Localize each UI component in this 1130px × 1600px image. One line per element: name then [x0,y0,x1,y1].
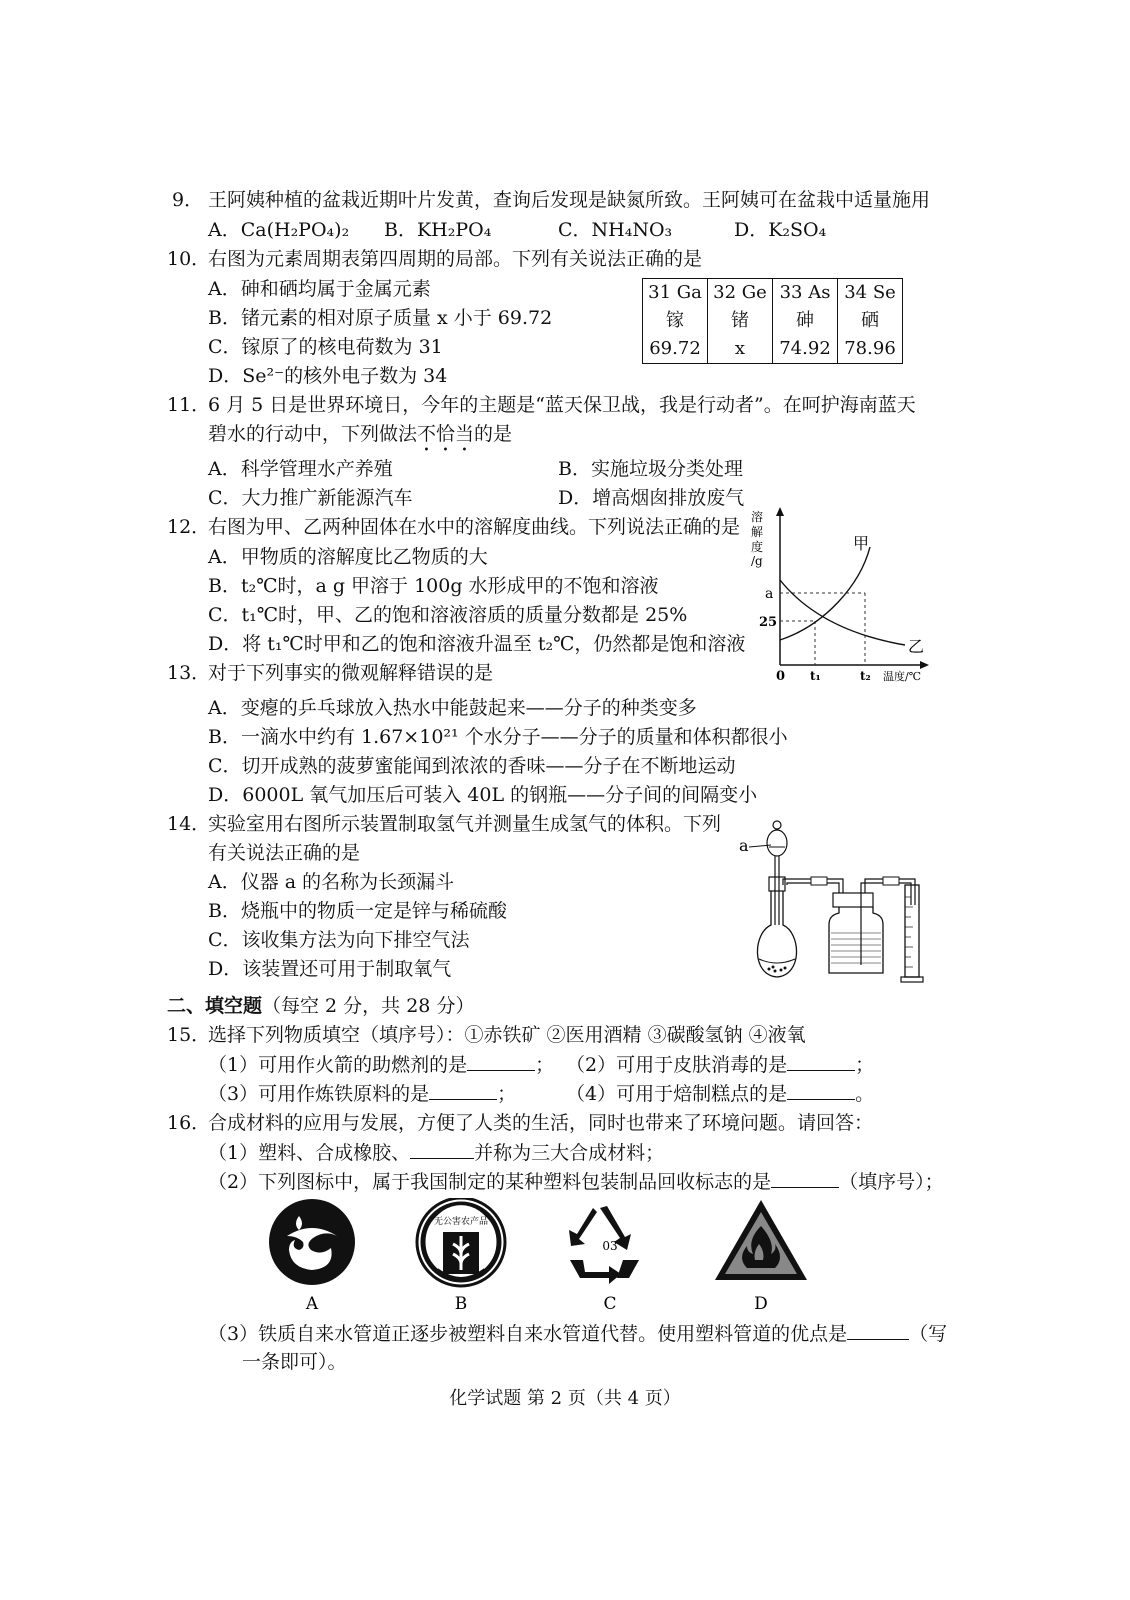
curve-jia-label: 甲 [853,534,870,553]
q11-option-a: A．科学管理水产养殖 [208,458,393,480]
graph-ylabel: /g [751,554,763,568]
icon-label-b: B [454,1294,468,1314]
q9-option-d: D．K₂SO₄ [734,219,827,241]
section-title-text: 二、填空题 [167,995,263,1017]
q15-part1 [208,1052,554,1077]
graph-ylabel: 解 [751,525,764,539]
q11-option-c: C．大力推广新能源汽车 [208,487,413,509]
q10-stem: 右图为元素周期表第四周期的局部。下列有关说法正确的是 [208,248,703,270]
q16-number: 16． [167,1112,211,1134]
bottle-stopper [833,893,873,907]
punct: 。 [855,1083,875,1105]
hydrogen-apparatus-diagram [735,815,935,985]
q10-option-b: B．锗元素的相对原子质量 x 小于 69.72 [208,307,553,329]
element-symbol: 31 Ga [643,279,708,308]
answer-blank[interactable] [847,1321,909,1340]
icon-c-text: 03 [602,1239,618,1253]
q9-option-c: C．NH₄NO₃ [558,219,673,241]
graph-ylabel: 度 [751,540,764,554]
periodic-table-fragment [642,278,903,364]
punct: ； [497,1083,517,1105]
q10-option-a: A．砷和硒均属于金属元素 [208,278,431,300]
q15-number: 15． [167,1024,211,1046]
q13-number: 13． [167,662,211,684]
element-name: 镓 [643,307,708,335]
icon-label-d: D [754,1294,768,1314]
round-flask [757,891,796,977]
delivery-tube-2-inner [861,883,911,965]
element-mass: x [708,335,773,364]
q15-part4 [566,1081,874,1106]
q11-emphasis: 不恰当 [417,423,475,445]
q13-option-a: A．变瘪的乒乓球放入热水中能鼓起来——分子的种类变多 [208,697,697,719]
rubber-connector [811,877,827,885]
q16-stem: 合成材料的应用与发展，方便了人类的生活，同时也带来了环境问题。请回答： [208,1112,874,1134]
solubility-curve-graph [745,505,940,690]
flask-solid [768,966,787,973]
y-axis-arrow [776,507,784,516]
q9-option-a: A．Ca(H₂PO₄)₂ [208,219,350,241]
icon-b-text: 无公害农产品 [433,1217,489,1227]
pollution-free-product-icon [417,1198,505,1286]
flask-liquid [759,959,795,963]
q16-part1 [208,1140,664,1165]
q16-part2-text: （2）下列图标中，属于我国制定的某种塑料包装制品回收标志的是 [208,1171,772,1193]
q10-option-d: D．Se²⁻的核外电子数为 34 [208,365,448,387]
q9-stem: 王阿姨种植的盆栽近期叶片发黄，查询后发现是缺氮所致。王阿姨可在盆栽中适量施用 [208,189,931,211]
section-title [167,994,474,1018]
q12-stem: 右图为甲、乙两种固体在水中的溶解度曲线。下列说法正确的是 [208,516,741,538]
funnel-bulb [767,830,787,856]
q13-option-c: C．切开成熟的菠萝蜜能闻到浓浓的香味——分子在不断地运动 [208,755,736,777]
element-name: 锗 [708,307,773,335]
apparatus-label-a: a [739,836,749,855]
graph-xlabel: 温度/℃ [883,670,922,683]
graph-origin: 0 [776,669,786,684]
curve-yi [780,580,905,645]
q9-number: 9． [172,189,204,211]
answer-blank[interactable] [787,1052,855,1071]
flammable-warning-icon [715,1200,807,1280]
q16-part2 [208,1169,944,1194]
element-symbol: 33 As [773,279,838,308]
q11-stem-line1: 6 月 5 日是世界环境日，今年的主题是“蓝天保卫战，我是行动者”。在呵护海南蓝天 [208,394,916,416]
funnel-stopper [773,821,781,829]
q16-part3-line2: 一条即可）。 [242,1351,347,1373]
graph-ylabel: 溶 [751,510,764,524]
cylinder-base [901,977,923,982]
q15-part1-text: （1）可用作火箭的助燃剂的是 [208,1054,468,1076]
q14-stem-line2: 有关说法正确的是 [208,842,361,864]
icon-label-c: C [603,1294,617,1314]
x-axis-arrow [920,661,929,669]
graph-tick-25: 25 [759,615,778,630]
element-name: 砷 [773,307,838,335]
q16-part3 [208,1321,947,1346]
rubber-connector [883,877,899,885]
measuring-cylinder [905,885,919,977]
q16-part3-text: （3）铁质自来水管道正逐步被塑料自来水管道代替。使用塑料管道的优点是 [208,1323,848,1345]
section-note: （每空 2 分，共 28 分） [262,995,475,1017]
answer-blank[interactable] [467,1052,535,1071]
q16-part1-tail: 并称为三大合成材料； [474,1142,665,1164]
q14-number: 14． [167,813,211,835]
element-mass: 69.72 [643,335,708,364]
q13-option-d: D．6000L 氧气加压后可装入 40L 的钢瓶——分子间的间隔变小 [208,784,758,806]
q12-option-d: D．将 t₁℃时甲和乙的饱和溶液升温至 t₂℃，仍然都是饱和溶液 [208,633,746,655]
page-footer: 化学试题 第 2 页（共 4 页） [449,1388,681,1409]
answer-blank[interactable] [410,1140,474,1159]
water-saving-icon [269,1199,355,1285]
graph-tick-a: a [765,586,774,602]
q13-stem: 对于下列事实的微观解释错误的是 [208,662,494,684]
q16-part3-tail: （写 [909,1323,948,1345]
q12-option-b: B．t₂℃时，a g 甲溶于 100g 水形成甲的不饱和溶液 [208,575,659,597]
q11-option-b: B．实施垃圾分类处理 [558,458,743,480]
q11-stem-part3: 的是 [474,423,513,445]
graph-tick-t1: t₁ [810,669,821,683]
curve-yi-label: 乙 [908,637,925,656]
q15-part3 [208,1081,516,1106]
recycling-icons-row [265,1198,825,1318]
q11-option-d: D．增高烟囱排放废气 [558,487,745,509]
q15-part2 [566,1052,874,1077]
q12-number: 12． [167,516,211,538]
q15-part2-text: （2）可用于皮肤消毒的是 [566,1054,788,1076]
q11-stem-line2 [208,422,512,456]
q10-number: 10． [167,248,211,270]
element-mass: 78.96 [838,335,903,364]
q14-option-a: A．仪器 a 的名称为长颈漏斗 [208,871,455,893]
q10-option-c: C．镓原了的核电荷数为 31 [208,336,443,358]
q11-number: 11． [167,394,211,416]
answer-blank[interactable] [429,1081,497,1100]
bottle-water [831,933,881,963]
q14-option-b: B．烧瓶中的物质一定是锌与稀硫酸 [208,900,507,922]
q16-part2-tail: （填序号）； [839,1171,944,1193]
q15-part4-text: （4）可用于焙制糕点的是 [566,1083,788,1105]
q15-stem: 选择下列物质填空（填序号）：①赤铁矿 ②医用酒精 ③碳酸氢钠 ④液氧 [208,1024,806,1046]
element-symbol: 32 Ge [708,279,773,308]
cylinder-graduations [905,897,913,967]
q12-option-c: C．t₁℃时，甲、乙的饱和溶液溶质的质量分数都是 25% [208,604,688,626]
icon-label-a: A [305,1294,319,1314]
graph-tick-t2: t₂ [860,669,871,683]
element-name: 硒 [838,307,903,335]
q14-stem-line1: 实验室用右图所示装置制取氢气并测量生成氢气的体积。下列 [208,813,722,835]
answer-blank[interactable] [787,1081,855,1100]
q11-stem-part1: 碧水的行动中，下列做法 [208,423,418,445]
q14-option-c: C．该收集方法为向下排空气法 [208,929,470,951]
q9-option-b: B．KH₂PO₄ [384,219,492,241]
punct: ； [855,1054,875,1076]
q15-part3-text: （3）可用作炼铁原料的是 [208,1083,430,1105]
punct: ； [535,1054,555,1076]
q16-part1-text: （1）塑料、合成橡胶、 [208,1142,411,1164]
recycle-icon [569,1206,639,1284]
q12-option-a: A．甲物质的溶解度比乙物质的大 [208,546,488,568]
answer-blank[interactable] [771,1169,839,1188]
q14-option-d: D．该装置还可用于制取氧气 [208,958,452,980]
element-mass: 74.92 [773,335,838,364]
element-symbol: 34 Se [838,279,903,308]
q13-option-b: B．一滴水中约有 1.67×10²¹ 个水分子——分子的质量和体积都很小 [208,726,788,748]
